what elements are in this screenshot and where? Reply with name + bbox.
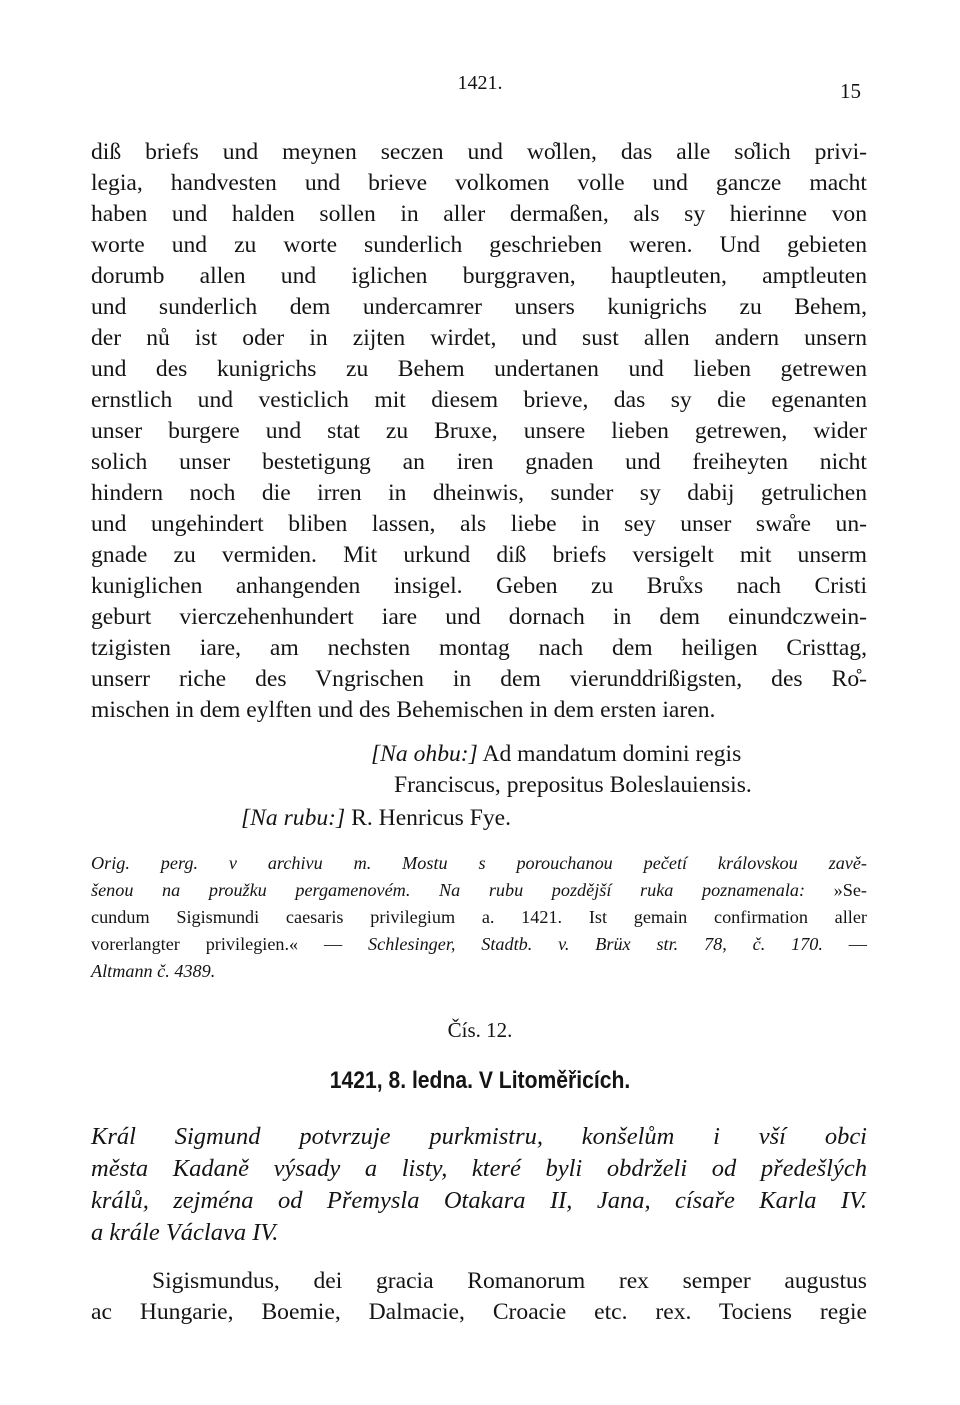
summary-line: Král Sigmund potvrzuje purkmistru, konšelům i vší obci <box>91 1123 867 1150</box>
text-line: kuniglichen anhangenden insigel. Geben zu Bru͏̊xs nach Cristi <box>91 573 867 599</box>
page-number: 15 <box>840 79 861 103</box>
note-citation: Schlesinger, Stadtb. v. Brüx str. 78, č. 170. <box>368 934 823 954</box>
text-line: ac Hungarie, Boemie, Dalmacie, Croacie etc. rex. Tociens regie <box>91 1299 867 1325</box>
text-line: unserr riche des Vngrischen in dem vierunddrißigsten, des Ro͏̊- <box>91 666 867 692</box>
text-line: mischen in dem eylften und des Behemischen in dem ersten iaren. <box>91 697 716 723</box>
note-line <box>91 850 867 876</box>
text-line: und sunderlich dem undercamrer unsers kunigrichs zu Behem, <box>91 294 867 320</box>
note-text: »Se- <box>805 880 867 900</box>
text-line: tzigisten iare, am nechsten montag nach dem heiligen Cristtag, <box>91 635 867 661</box>
text-line: der nů ist oder in zijten wirdet, und sust allen andern unsern <box>91 325 867 351</box>
note-line <box>91 931 867 957</box>
text-line: worte und zu worte sunderlich geschrieben weren. Und gebieten <box>91 232 867 258</box>
text-line: ernstlich und vesticlich mit diesem brieve, das sy die egenanten <box>91 387 867 413</box>
note-citation: Altmann č. 4389. <box>91 961 216 981</box>
note-italic: Orig. perg. v archivu m. Mostu s porouchanou pečetí královskou zavě- <box>91 853 867 873</box>
note-text: — <box>822 934 867 954</box>
text-line: haben und halden sollen in aller dermaßen, als sy hierinne von <box>91 201 867 227</box>
text-line: solich unser bestetigung an iren gnaden und freiheyten nicht <box>91 449 867 475</box>
text-line: hindern noch die irren in dheinwis, sunder sy dabij getrulichen <box>91 480 867 506</box>
note-line <box>91 904 867 930</box>
note-text: vorerlangter privilegien.« — <box>91 934 369 954</box>
signature-text: Ad mandatum domini regis <box>482 741 742 767</box>
text-line: dorumb allen und iglichen burggraven, hauptleuten, amptleuten <box>91 263 867 289</box>
summary-line: králů, zejména od Přemysla Otakara II, Jana, císaře Karla IV. <box>91 1187 867 1214</box>
document-date-heading: 1421, 8. ledna. V Litoměřicích. <box>329 1067 631 1094</box>
signature-text: R. Henricus Fye. <box>351 805 512 831</box>
text-line: diß briefs und meynen seczen und wo͏̊llen, das alle so͏̊lich privi- <box>91 139 867 165</box>
note-line <box>91 958 867 984</box>
endorsement-label: [Na rubu:] <box>241 805 346 831</box>
summary-line: a krále Václava IV. <box>91 1219 279 1246</box>
text-line: Sigismundus, dei gracia Romanorum rex semper augustus <box>152 1268 867 1294</box>
endorsement-label: [Na ohbu:] <box>371 741 478 767</box>
signature-text: Franciscus, prepositus Boleslauiensis. <box>394 772 752 798</box>
text-line: unser burgere und stat zu Bruxe, unsere lieben getrewen, wider <box>91 418 867 444</box>
running-header-year: 1421. <box>457 72 503 94</box>
note-italic: šenou na proužku pergamenovém. Na rubu pozdější ruka poznamenala: <box>91 880 806 900</box>
signature-line <box>371 738 741 770</box>
note-line <box>91 877 867 903</box>
text-line: und des kunigrichs zu Behem undertanen und lieben getrewen <box>91 356 867 382</box>
document-number: Čís. 12. <box>447 1018 513 1042</box>
signature-line <box>241 802 511 834</box>
signature-line <box>394 769 752 801</box>
summary-line: města Kadaně výsady a listy, které byli obdrželi od předešlých <box>91 1155 867 1182</box>
text-line: gnade zu vermiden. Mit urkund diß briefs versigelt mit unserm <box>91 542 867 568</box>
note-text: cundum Sigismundi caesaris privilegium a. 1421. Ist gemain confirmation aller <box>91 907 867 927</box>
text-line: geburt vierczehenhundert iare und dornach in dem einundczwein- <box>91 604 867 630</box>
text-line: legia, handvesten und brieve volkomen volle und gancze macht <box>91 170 867 196</box>
text-line: und ungehindert bliben lassen, als liebe in sey unser swa͏̊re un- <box>91 511 867 537</box>
